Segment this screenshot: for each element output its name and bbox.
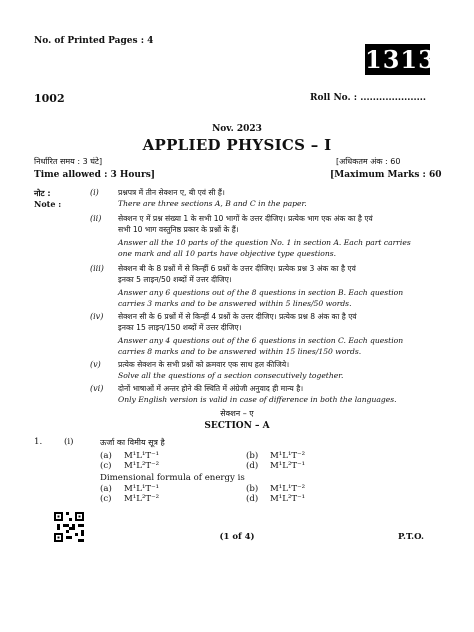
option-b: M¹L¹T⁻²	[270, 484, 306, 494]
note-text: Answer all the 10 parts of the question No. 1 in section A. Each part carries	[118, 238, 411, 247]
note-text: Solve all the questions of a section consecutively together.	[118, 371, 344, 380]
option-d: M¹L²T⁻¹	[270, 461, 306, 471]
note-text: Answer any 4 questions out of the 6 questions in section C. Each question	[118, 336, 404, 345]
max-marks: [Maximum Marks : 60	[330, 170, 442, 180]
note-text: Only English version is valid in case of difference in both the languages.	[118, 395, 397, 404]
option-label-d: (d)	[246, 461, 259, 471]
option-d: M¹L²T⁻¹	[270, 494, 306, 504]
option-b: M¹L¹T⁻²	[270, 451, 306, 461]
time-allowed: Time allowed : 3 Hours]	[34, 170, 156, 180]
note-text: There are three sections A, B and C in the paper.	[118, 199, 307, 208]
question-part: (i)	[64, 437, 74, 447]
option-c: M¹L²T⁻²	[124, 494, 160, 504]
max-marks-hindi: [अधिकतम अंक : 60	[336, 157, 401, 166]
note-number: (iv)	[90, 312, 104, 321]
option-label-b: (b)	[246, 484, 259, 494]
section-heading-hindi: सेक्शन – ए	[220, 409, 254, 418]
note-text: Answer any 6 questions out of the 8 questions in section B. Each question	[118, 288, 404, 297]
note-text-cont: one mark and all 10 parts have objective type questions.	[118, 249, 337, 258]
note-label-hindi: नोट :	[34, 189, 51, 198]
note-number: (ii)	[90, 214, 102, 223]
section-heading: SECTION – A	[204, 421, 270, 431]
note-label: Note :	[34, 199, 62, 209]
option-label-c: (c)	[100, 461, 112, 471]
note-number: (v)	[90, 360, 101, 369]
option-a: M¹L¹T⁻¹	[124, 484, 160, 494]
roll-number-field: Roll No. : .....................	[310, 93, 427, 103]
note-number: (vi)	[90, 384, 104, 393]
note-text-hindi-cont: सभी 10 भाग वस्तुनिष्ठ प्रकार के प्रश्नों के हैं।	[118, 225, 239, 234]
exam-date: Nov. 2023	[212, 124, 262, 134]
note-text-hindi: प्रत्येक सेक्शन के सभी प्रश्नों को क्रमवार एक साथ हल कीजिये।	[118, 360, 290, 369]
pto-label: P.T.O.	[398, 532, 424, 542]
option-label-a: (a)	[100, 451, 112, 461]
subject-code: 1002	[34, 92, 65, 105]
note-text-cont: carries 8 marks and to be answered within 15 lines/150 words.	[118, 347, 362, 356]
question-number: 1.	[34, 437, 43, 447]
exam-title: APPLIED PHYSICS – I	[142, 136, 332, 154]
option-a: M¹L¹T⁻¹	[124, 451, 160, 461]
note-number: (iii)	[90, 264, 104, 273]
note-text-hindi: सेक्शन सी के 6 प्रश्नों में से किन्हीं 4 प्रश्नों के उत्तर दीजिए। प्रत्येक प्रश्न 8 अंक का है एवं	[118, 312, 357, 321]
note-text-hindi: दोनों भाषाओं में अन्तर होने की स्थिति में अंग्रेजी अनुवाद ही मान्य है।	[118, 384, 304, 393]
question-text-hindi: ऊर्जा का विमीय सूत्र है	[100, 438, 165, 447]
note-text-cont: carries 3 marks and to be answered within 5 lines/50 words.	[118, 299, 352, 308]
option-label-d: (d)	[246, 494, 259, 504]
option-label-a: (a)	[100, 484, 112, 494]
note-text-hindi-cont: इनका 5 लाइन/50 शब्दों में उत्तर दीजिए।	[118, 275, 232, 284]
note-text-hindi: सेक्शन ए में प्रश्न संख्या 1 के सभी 10 भागों के उत्तर दीजिए। प्रत्येक भाग एक अंक का है एवं	[118, 214, 373, 223]
page-number: (1 of 4)	[219, 532, 255, 542]
note-text-hindi-cont: इनका 15 लाइन/150 शब्दों में उत्तर दीजिए।	[118, 323, 242, 332]
question-text: Dimensional formula of energy is	[100, 473, 245, 483]
note-number: (i)	[90, 188, 99, 197]
paper-code-badge: 1313	[365, 45, 436, 74]
option-label-c: (c)	[100, 494, 112, 504]
note-text-hindi: प्रश्नपत्र में तीन सेक्शन ए, बी एवं सी हैं।	[118, 188, 225, 197]
note-text-hindi: सेक्शन बी के 8 प्रश्नों में से किन्हीं 6 प्रश्नों के उत्तर दीजिए। प्रत्येक प्रश्न 3 अंक का है एवं	[118, 264, 356, 273]
option-label-b: (b)	[246, 451, 259, 461]
printed-pages: No. of Printed Pages : 4	[34, 36, 154, 46]
option-c: M¹L²T⁻²	[124, 461, 160, 471]
time-allowed-hindi: निर्धारित समय : 3 घंटे]	[34, 157, 103, 166]
